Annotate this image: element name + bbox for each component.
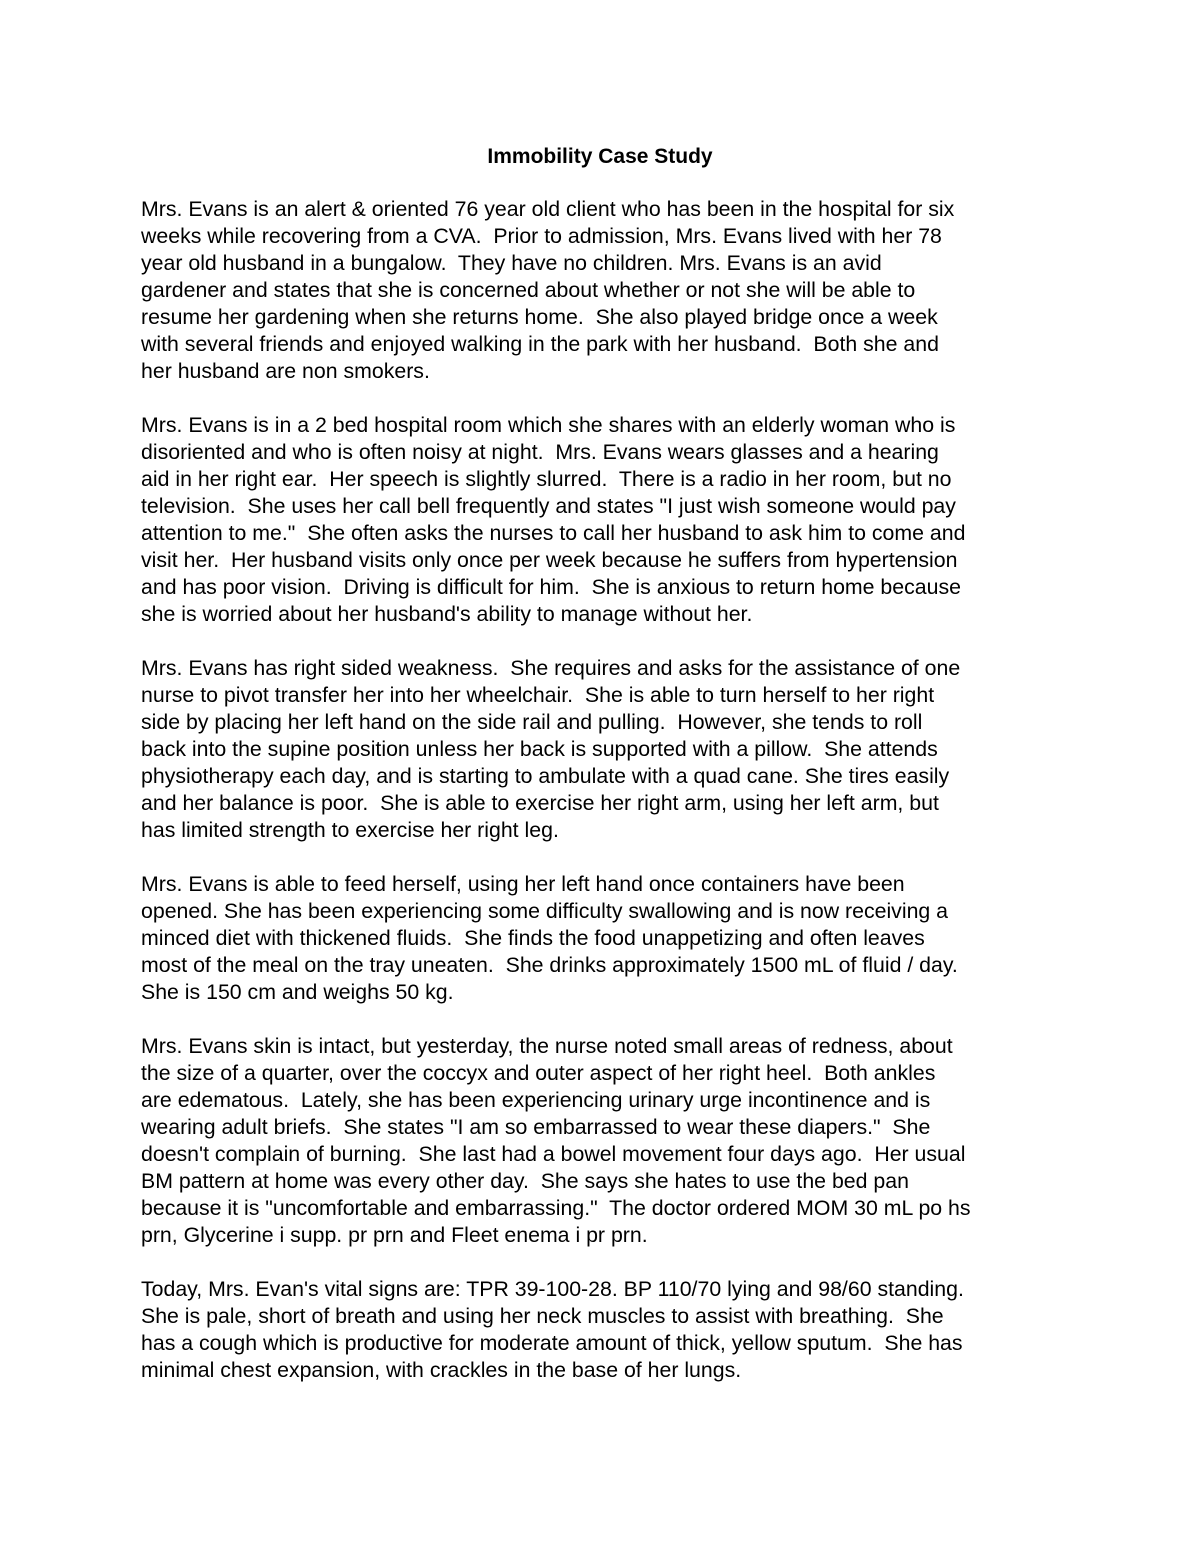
- text-line: Mrs. Evans skin is intact, but yesterday, the nurse noted small areas of redness, about: [141, 1034, 953, 1058]
- text-line: Mrs. Evans is in a 2 bed hospital room which she shares with an elderly woman who is: [141, 413, 956, 437]
- text-line: her husband are non smokers.: [141, 359, 430, 383]
- text-line: year old husband in a bungalow. They have no children. Mrs. Evans is an avid: [141, 251, 882, 275]
- text-line: visit her. Her husband visits only once per week because he suffers from hypertension: [141, 548, 958, 572]
- text-line: she is worried about her husband's ability to manage without her.: [141, 602, 753, 626]
- document-title: Immobility Case Study: [487, 145, 713, 168]
- text-line: doesn't complain of burning. She last had a bowel movement four days ago. Her usual: [141, 1142, 966, 1166]
- text-line: disoriented and who is often noisy at night. Mrs. Evans wears glasses and a hearing: [141, 440, 939, 464]
- text-line: wearing adult briefs. She states "I am so embarrassed to wear these diapers." She: [141, 1115, 931, 1139]
- paragraph-vital-signs: [141, 1276, 1061, 1384]
- text-line: and her balance is poor. She is able to exercise her right arm, using her left arm, but: [141, 791, 939, 815]
- text-line: the size of a quarter, over the coccyx and outer aspect of her right heel. Both ankles: [141, 1061, 936, 1085]
- text-line: resume her gardening when she returns home. She also played bridge once a week: [141, 305, 938, 329]
- text-line: attention to me." She often asks the nurses to call her husband to ask him to come and: [141, 521, 966, 545]
- text-line: physiotherapy each day, and is starting to ambulate with a quad cane. She tires easily: [141, 764, 950, 788]
- text-line: Mrs. Evans is able to feed herself, using her left hand once containers have been: [141, 872, 905, 896]
- text-line: has a cough which is productive for moderate amount of thick, yellow sputum. She has: [141, 1331, 963, 1355]
- document-body: [141, 196, 1061, 1411]
- paragraph-background: [141, 196, 1061, 385]
- text-line: are edematous. Lately, she has been experiencing urinary urge incontinence and is: [141, 1088, 931, 1112]
- text-line: prn, Glycerine i supp. pr prn and Fleet enema i pr prn.: [141, 1223, 648, 1247]
- text-line: television. She uses her call bell frequently and states "I just wish someone would pay: [141, 494, 956, 518]
- text-line: BM pattern at home was every other day. She says she hates to use the bed pan: [141, 1169, 909, 1193]
- text-line: Mrs. Evans is an alert & oriented 76 year old client who has been in the hospital for six: [141, 197, 955, 221]
- text-line: She is pale, short of breath and using her neck muscles to assist with breathing. She: [141, 1304, 944, 1328]
- text-line: nurse to pivot transfer her into her wheelchair. She is able to turn herself to her right: [141, 683, 935, 707]
- text-line: minimal chest expansion, with crackles in the base of her lungs.: [141, 1358, 742, 1382]
- text-line: back into the supine position unless her back is supported with a pillow. She attends: [141, 737, 938, 761]
- text-line: opened. She has been experiencing some difficulty swallowing and is now receiving a: [141, 899, 949, 923]
- text-line: has limited strength to exercise her right leg.: [141, 818, 559, 842]
- text-line: minced diet with thickened fluids. She finds the food unappetizing and often leaves: [141, 926, 925, 950]
- paragraph-nutrition: [141, 871, 1061, 1006]
- text-line: because it is "uncomfortable and embarrassing." The doctor ordered MOM 30 mL po hs: [141, 1196, 971, 1220]
- text-line: side by placing her left hand on the side rail and pulling. However, she tends to roll: [141, 710, 923, 734]
- text-line: Today, Mrs. Evan's vital signs are: TPR 39-100-28. BP 110/70 lying and 98/60 standing.: [141, 1277, 964, 1301]
- text-line: Mrs. Evans has right sided weakness. She requires and asks for the assistance of one: [141, 656, 961, 680]
- paragraph-skin-elimination: [141, 1033, 1061, 1249]
- text-line: with several friends and enjoyed walking in the park with her husband. Both she and: [141, 332, 939, 356]
- text-line: aid in her right ear. Her speech is slightly slurred. There is a radio in her room, but no: [141, 467, 952, 491]
- paragraph-environment: [141, 412, 1061, 628]
- text-line: She is 150 cm and weighs 50 kg.: [141, 980, 454, 1004]
- text-line: gardener and states that she is concerned about whether or not she will be able to: [141, 278, 916, 302]
- text-line: and has poor vision. Driving is difficult for him. She is anxious to return home because: [141, 575, 961, 599]
- paragraph-mobility: [141, 655, 1061, 844]
- text-line: weeks while recovering from a CVA. Prior to admission, Mrs. Evans lived with her 78: [141, 224, 942, 248]
- text-line: most of the meal on the tray uneaten. She drinks approximately 1500 mL of fluid / day.: [141, 953, 958, 977]
